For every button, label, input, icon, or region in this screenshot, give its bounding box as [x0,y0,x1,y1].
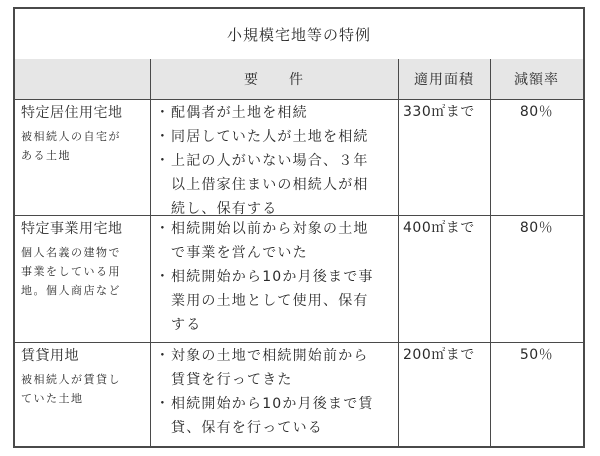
table-title: 小規模宅地等の特例 [226,25,371,44]
special-provision-table [13,7,585,448]
header-requirements: 要 件 [150,59,398,99]
list-item: ・ 配偶者が土地を相続 [155,105,308,121]
list-item: ・ 相続開始から10か月後まで賃 貸、保有を行っている [155,396,374,436]
category-description: 個人名義の建物で 事業をしている用 地。個人商店など [21,246,121,297]
list-item: ・ 上記の人がいない場合、３年 以上借家住まいの相続人が相 続し、保有する [155,153,369,217]
requirements-cell [155,99,397,215]
category-name: 賃貸用地 [21,348,79,364]
requirements-cell [155,342,397,446]
list-item: ・ 同居していた人が土地を相続 [155,129,369,145]
area-value: 200㎡まで [403,347,475,363]
category-description: 被相続人の自宅が ある土地 [21,130,121,162]
table-row [21,215,147,342]
area-value: 330㎡まで [403,104,475,120]
requirements-cell [155,215,397,342]
rate-value: 50％ [519,347,554,363]
category-description: 被相続人が賃貸し ていた土地 [21,373,121,405]
header-rate: 減額率 [490,59,583,99]
table-row [21,99,147,215]
category-name: 特定居住用宅地 [21,105,123,121]
area-value: 400㎡まで [403,220,475,236]
column-divider [398,59,399,446]
column-divider [150,59,151,446]
list-item: ・ 相続開始以前から対象の土地 で事業を営んでいた [155,221,369,261]
rate-value: 80％ [519,220,554,236]
list-item: ・ 対象の土地で相続開始前から 賃貸を行ってきた [155,348,369,388]
category-name: 特定事業用宅地 [21,221,123,237]
header-area: 適用面積 [398,59,490,99]
table-row [21,342,147,446]
rate-value: 80％ [519,104,554,120]
header-category [15,59,150,99]
list-item: ・ 相続開始から10か月後まで事 業用の土地として使用、保有 する [155,269,374,333]
